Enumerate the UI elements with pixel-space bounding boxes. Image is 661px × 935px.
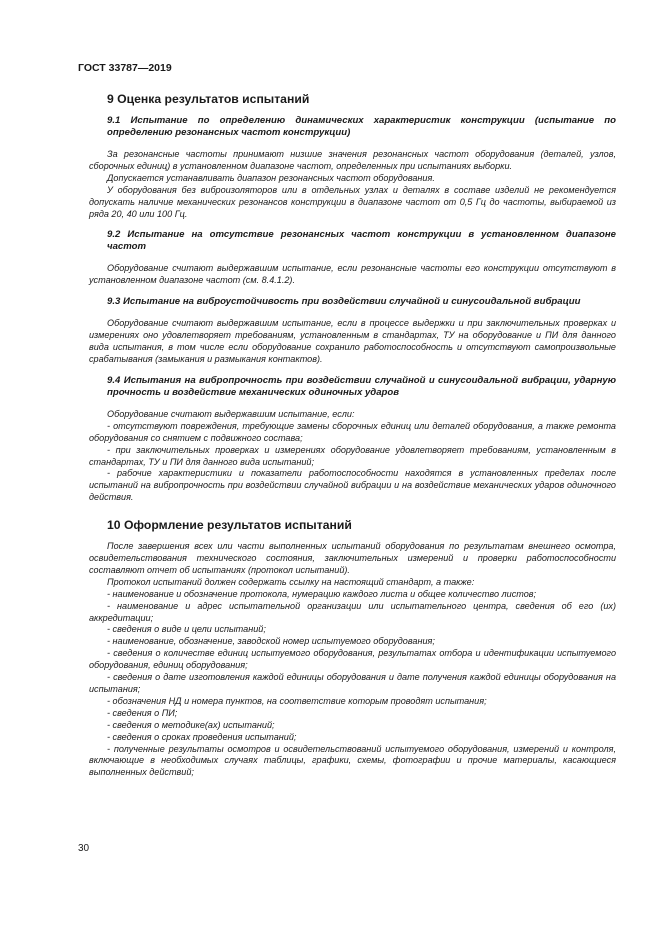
list-item: - сведения о количестве единиц испытуемого оборудования, результатах отбора и идентификации испытуемого оборудования, единиц оборудования; bbox=[89, 648, 616, 671]
list-item: - сведения о сроках проведения испытаний; bbox=[107, 731, 297, 742]
paragraph: Оборудование считают выдержавшим испытание, если: bbox=[107, 408, 355, 419]
list-item: - наименование и адрес испытательной организации или испытательного центра, сведения об его (их) аккредитации; bbox=[89, 600, 616, 623]
subsection-9-1-title: 9.1 Испытание по определению динамических характеристик конструкции (испытание по определению резонансных частот конструкции) bbox=[107, 115, 616, 138]
page-number: 30 bbox=[78, 843, 90, 854]
standard-header: ГОСТ 33787—2019 bbox=[78, 62, 172, 74]
list-item: - сведения о дате изготовления каждой единицы оборудования и дате получения каждой единицы оборудования на испытания; bbox=[89, 672, 616, 694]
list-item: - наименование и обозначение протокола, нумерацию каждого листа и общее количество листов; bbox=[107, 588, 537, 599]
list-item: - при заключительных проверках и измерениях оборудование удовлетворяет требованиям, установленным в стандартах, ТУ и ПИ для данного вида испытаний; bbox=[89, 444, 616, 467]
list-item: - рабочие характеристики и показатели работоспособности находятся в установленных пределах после испытаний на вибропрочность при воздействии случайной вибрации и на воздействие механических ударов одиночного действия. bbox=[89, 468, 616, 503]
list-item: - сведения о виде и цели испытаний; bbox=[107, 624, 266, 635]
paragraph: За резонансные частоты принимают низшие значения резонансных частот оборудования (деталей, узлов, сборочных единиц) в установленном диапазоне частот, определенных при испытаниях выборки. bbox=[89, 149, 616, 171]
list-item: - полученные результаты осмотров и освидетельствований испытуемого оборудования, измерений и контроля, включающие в необходимых случаях таблицы, графики, схемы, фотографии и прочие материалы, касающиеся выполненных действий; bbox=[89, 743, 616, 778]
list-item: - сведения о ПИ; bbox=[107, 707, 178, 718]
paragraph: У оборудования без виброизоляторов или в отдельных узлах и деталях в составе изделий не рекомендуется допускать наличие механических резонансов конструкции в диапазоне частот от 0,5 Гц до частоты, выбираемой из ряда 20, 40 или 100 Гц. bbox=[89, 184, 616, 219]
paragraph: Оборудование считают выдержавшим испытание, если резонансные частоты его конструкции отсутствуют в установленном диапазоне частот (см. 8.4.1.2). bbox=[89, 263, 616, 286]
list-item: - обозначения НД и номера пунктов, на соответствие которым проводят испытания; bbox=[107, 695, 487, 706]
subsection-9-3-title: 9.3 Испытание на виброустойчивость при воздействии случайной и синусоидальной вибрации bbox=[107, 296, 581, 308]
subsection-9-2-title: 9.2 Испытание на отсутствие резонансных частот конструкции в установленном диапазоне частот bbox=[107, 229, 616, 253]
page-content bbox=[89, 92, 616, 779]
paragraph: Протокол испытаний должен содержать ссылку на настоящий стандарт, а также: bbox=[107, 576, 475, 587]
list-item: - наименование, обозначение, заводской номер испытуемого оборудования; bbox=[107, 636, 435, 647]
paragraph: Допускается устанавливать диапазон резонансных частот оборудования. bbox=[107, 172, 435, 183]
subsection-9-4-title: 9.4 Испытания на вибропрочность при воздействии случайной и синусоидальной вибрации, ударную прочность и воздействие механических одиночных ударов bbox=[107, 374, 616, 398]
paragraph: После завершения всех или части выполненных испытаний оборудования по результатам внешнего осмотра, освидетельствования технического состояния, заключительных измерений и проверки работоспособности составляют отчет об испытаниях (протокол испытаний). bbox=[89, 541, 616, 575]
list-item: - отсутствуют повреждения, требующие замены сборочных единиц или деталей оборудования, а также ремонта оборудования со снятием с подвижного состава; bbox=[89, 420, 616, 443]
section-10-title: 10 Оформление результатов испытаний bbox=[107, 518, 352, 533]
list-item: - сведения о методике(ах) испытаний; bbox=[107, 719, 275, 730]
section-9-title: 9 Оценка результатов испытаний bbox=[107, 92, 310, 106]
paragraph: Оборудование считают выдержавшим испытание, если в процессе выдержки и при заключительных проверках и измерениях оно удовлетворяет требованиям, установленным в стандартах, ТУ на оборудование и ПИ для данного вида испытания, в том числе если оборудование сохранило работоспособность и отсутствуют самопроизвольные срабатывания (замыкания и размыкания контактов). bbox=[89, 318, 616, 364]
